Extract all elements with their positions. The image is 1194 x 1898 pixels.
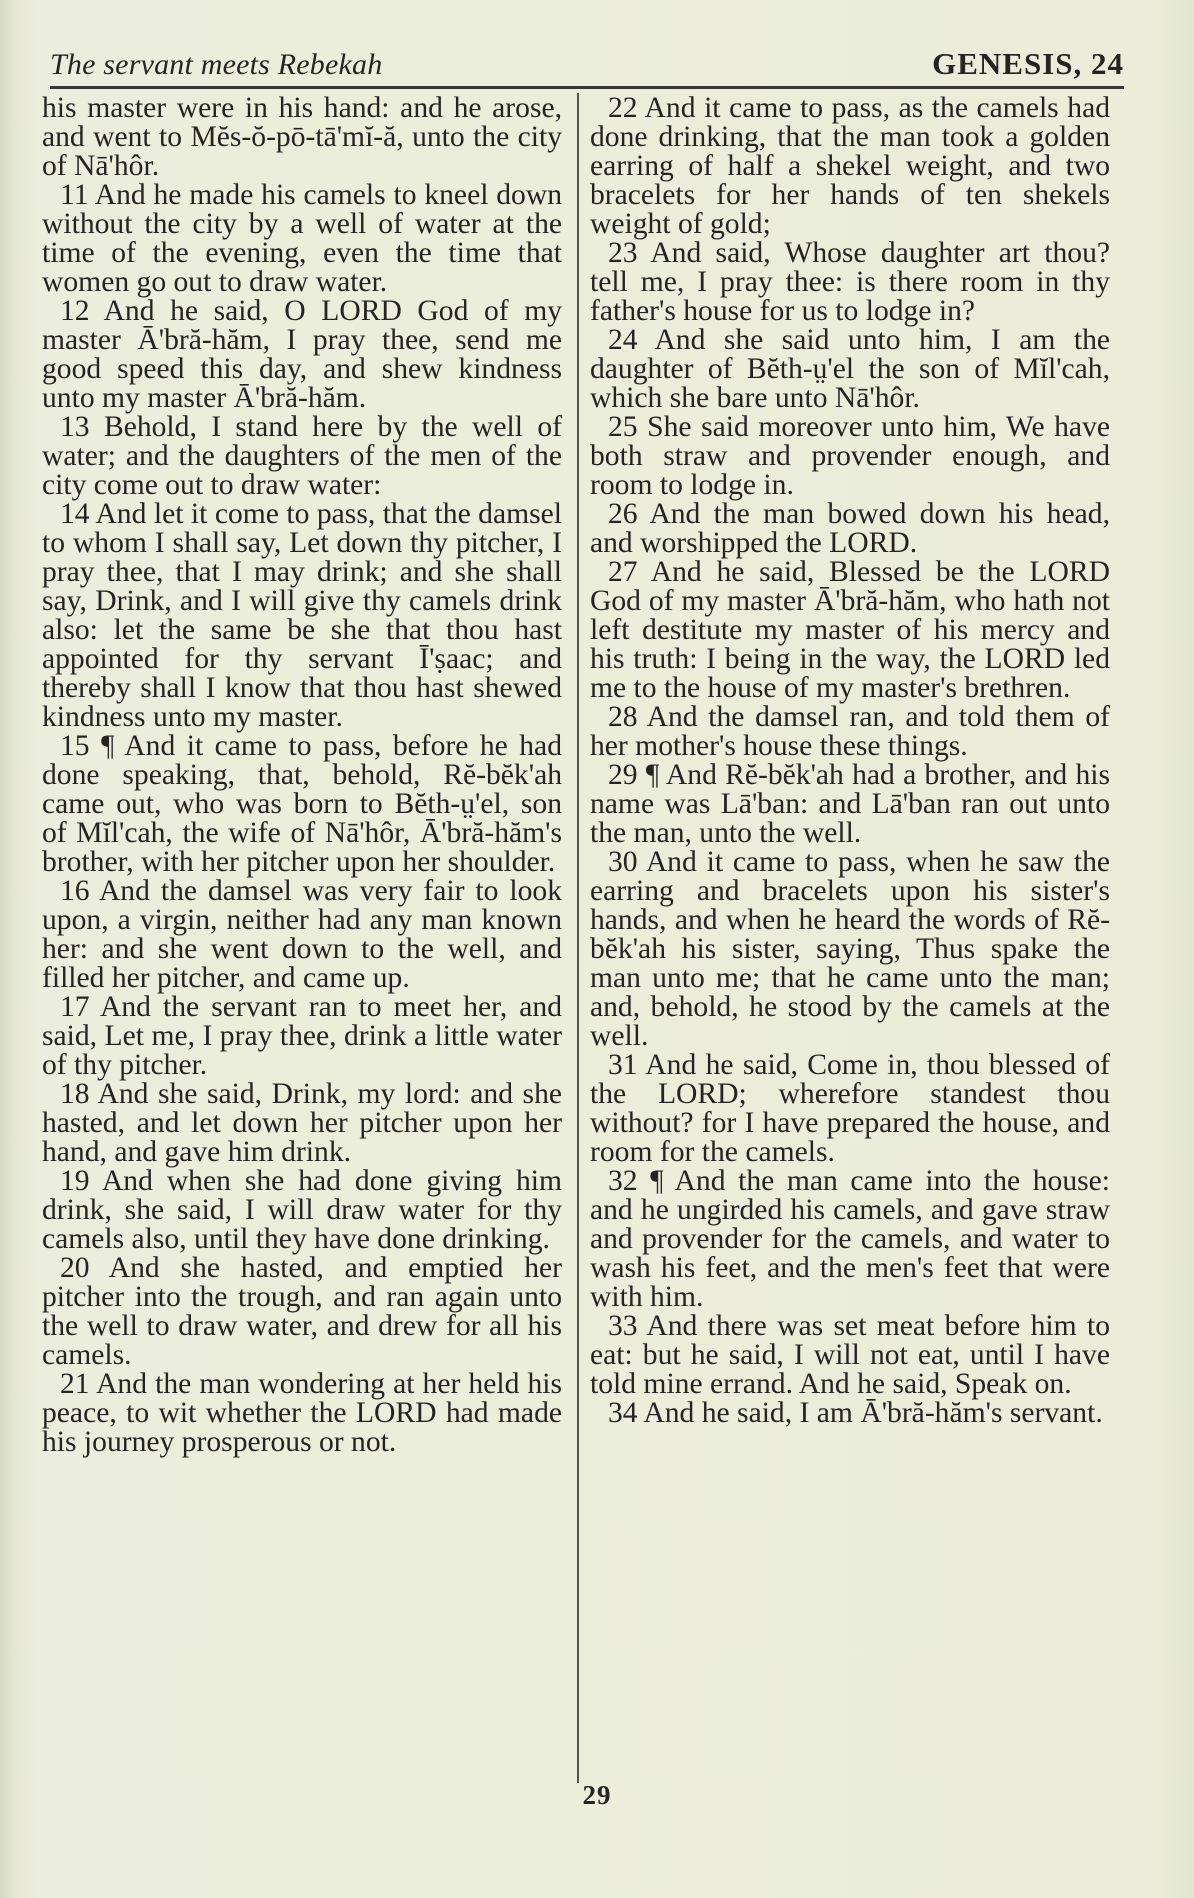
verse: 22 And it came to pass, as the camels had done drinking, that the man took a golden earring of half a shekel weight, and two bracelets for her hands of ten shekels weight of gold; — [590, 92, 1110, 240]
verse: 14 And let it come to pass, that the damsel to whom I shall say, Let down thy pitcher, I pray thee, that I may drink; and she shall say, Drink, and I will give thy camels drink also: let the same be she that thou hast appointed for thy servant Ī'ṣaac; and thereby shall I know that thou hast shewed kindness unto my master. — [42, 498, 562, 733]
verse: 20 And she hasted, and emptied her pitcher into the trough, and ran again unto the well to draw water, and drew for all his camels. — [42, 1252, 562, 1371]
verse: 25 She said moreover unto him, We have both straw and provender enough, and room to lodge in. — [590, 411, 1110, 501]
verse: 28 And the damsel ran, and told them of her mother's house these things. — [590, 701, 1110, 762]
section-title: The servant meets Rebekah — [50, 48, 383, 81]
verse-number: 27 — [608, 556, 638, 588]
verse: 21 And the man wondering at her held his peace, to wit whether the LORD had made his journey prosperous or not. — [42, 1368, 563, 1458]
verse-number: 29 — [608, 759, 638, 791]
verse-number: 32 — [608, 1165, 638, 1197]
verse-number: 31 — [608, 1049, 638, 1081]
verse-number: 24 — [608, 324, 638, 356]
verse-number: 33 — [608, 1310, 638, 1342]
verse: 13 Behold, I stand here by the well of water; and the daughters of the men of the city come out to draw water: — [42, 411, 562, 501]
verse-number: 11 — [60, 179, 89, 211]
verse: 33 And there was set meat before him to eat: but he said, I will not eat, until I have told mine errand. And he said, Speak on. — [590, 1310, 1110, 1400]
verse: 32 ¶ And the man came into the house: and he ungirded his camels, and gave straw and provender for the camels, and water to wash his feet, and the men's feet that were with him. — [590, 1165, 1110, 1313]
verse: 31 And he said, Come in, thou blessed of the LORD; wherefore standest thou without? for I have prepared the house, and room for the camels. — [590, 1049, 1111, 1168]
verse-number: 26 — [608, 498, 638, 530]
verse: 17 And the servant ran to meet her, and said, Let me, I pray thee, drink a little water of thy pitcher. — [42, 991, 562, 1081]
verse: 30 And it came to pass, when he saw the earring and bracelets upon his sister's hands, and when he heard the words of Rĕ-bĕk'ah his sister, saying, Thus spake the man unto me; that he came unto the man; and, behold, he stood by the camels at the well. — [590, 846, 1110, 1052]
verse: 23 And said, Whose daughter art thou? tell me, I pray thee: is there room in thy father's house for us to lodge in? — [590, 237, 1111, 327]
verse: 27 And he said, Blessed be the LORD God of my master Ā'bră-hăm, who hath not left destitute my master of his mercy and his truth: I being in the way, the LORD led me to the house of my master's brethren. — [590, 556, 1110, 704]
page-number: 29 — [582, 1780, 612, 1810]
verse: 29 ¶ And Rĕ-bĕk'ah had a brother, and his name was Lā'ban: and Lā'ban ran out unto the man, unto the well. — [590, 759, 1110, 849]
verse-number: 30 — [608, 846, 638, 878]
verse-number: 21 — [60, 1368, 90, 1400]
verse: 24 And she said unto him, I am the daughter of Bĕth-ṳ'el the son of Mĭl'cah, which she bare unto Nā'hôr. — [590, 324, 1111, 414]
verse: 16 And the damsel was very fair to look upon, a virgin, neither had any man known her: and she went down to the well, and filled her pitcher, and came up. — [42, 875, 562, 994]
running-header — [50, 32, 1124, 89]
verse: his master were in his hand: and he arose, and went to Mĕs-ŏ-pō-tā'mĭ-ă, unto the city of Nā'hôr. — [42, 92, 562, 182]
verse-number: 17 — [60, 991, 90, 1023]
verse-number: 22 — [608, 92, 638, 124]
column-divider — [577, 93, 579, 1783]
verse-number: 23 — [608, 237, 638, 269]
verse: 18 And she said, Drink, my lord: and she hasted, and let down her pitcher upon her hand, and gave him drink. — [42, 1078, 563, 1168]
verse-number: 14 — [60, 498, 90, 530]
verse: 26 And the man bowed down his head, and worshipped the LORD. — [590, 498, 1111, 559]
book-chapter: GENESIS, 24 — [932, 46, 1124, 81]
verse-number: 18 — [60, 1078, 90, 1110]
verse-number: 25 — [608, 411, 638, 443]
verse-number: 13 — [60, 411, 90, 443]
verse-number: 28 — [608, 701, 638, 733]
verse-number: 16 — [60, 875, 90, 907]
verse-number: 20 — [60, 1252, 90, 1284]
verse: 12 And he said, O LORD God of my master Ā'bră-hăm, I pray thee, send me good speed this day, and shew kindness unto my master Ā'bră-hăm. — [42, 295, 563, 414]
left-column — [42, 94, 562, 1457]
verse-number: 19 — [60, 1165, 90, 1197]
verse: 15 ¶ And it came to pass, before he had done speaking, that, behold, Rĕ-bĕk'ah came out, who was born to Bĕth-ṳ'el, son of Mĭl'cah, the wife of Nā'hôr, Ā'bră-hăm's brother, with her pitcher upon her shoulder. — [42, 730, 562, 878]
verse-number: 34 — [608, 1397, 638, 1429]
verse-number: 12 — [60, 295, 90, 327]
right-column — [590, 94, 1110, 1428]
verse-number: 15 — [60, 730, 90, 762]
verse: 11 And he made his camels to kneel down without the city by a well of water at the time of the evening, even the time that women go out to draw water. — [42, 179, 563, 298]
verse: 34 And he said, I am Ā'bră-hăm's servant. — [608, 1397, 1103, 1429]
verse: 19 And when she had done giving him drink, she said, I will draw water for thy camels also, until they have done drinking. — [42, 1165, 562, 1255]
